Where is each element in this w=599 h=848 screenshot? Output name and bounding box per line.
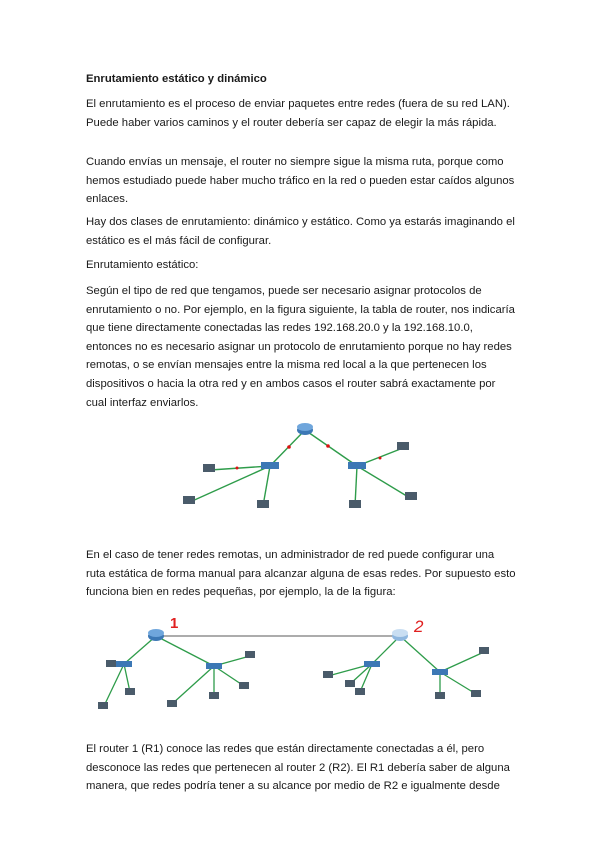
pc-icon [345, 680, 355, 687]
switch-icon [116, 661, 132, 667]
paragraph-6: El router 1 (R1) conoce las redes que están directamente conectadas a él, pero desconoce las redes que pertenecen al router 2 (R2). El R1 debería saber de alguna manera, que redes podría tener a su alcance por medio de R2 e igualmente desde [86, 743, 510, 793]
laptop-icon [479, 647, 489, 654]
switch-icon [348, 462, 366, 469]
pc-icon [349, 500, 361, 508]
router-2-mark: 2 [414, 617, 424, 636]
section-heading-static: Enrutamiento estático: [86, 259, 199, 271]
document-title: Enrutamiento estático y dinámico [86, 73, 267, 85]
laptop-icon [397, 442, 409, 450]
switch-icon [206, 663, 222, 669]
paragraph-3: Hay dos clases de enrutamiento: dinámico y estático. Como ya estarás imaginando el estático es el más fácil de configurar. [86, 216, 515, 247]
pc-icon [355, 688, 365, 695]
pc-icon [405, 492, 417, 500]
pc-icon [183, 496, 195, 504]
router-1-mark: 1 [170, 615, 179, 632]
router-icon [297, 423, 313, 435]
pc-icon [471, 690, 481, 697]
paragraph-4: Según el tipo de red que tengamos, puede ser necesario asignar protocolos de enrutamiento o no. Por ejemplo, en la figura siguiente, la tabla de router, nos indicaría que tiene directamente conectadas las redes 192.168.20.0 y la 192.168.10.0, entonces no es necesario asignar un protocolo de enrutamiento porque no hay redes remotas, o se envían mensajes entre la misma red local a la que pertenecen los dispositivos o hacia la otra red y en ambos casos el router sabrá exactamente por cual interfaz enviarlos. [86, 285, 515, 409]
pc-icon [167, 700, 177, 707]
switch-icon [364, 661, 380, 667]
switch-icon [432, 669, 448, 675]
pc-icon [125, 688, 135, 695]
pc-icon [106, 660, 116, 667]
paragraph-2: Cuando envías un mensaje, el router no siempre sigue la misma ruta, porque como hemos estudiado puede haber mucho tráfico en la red o pueden estar caídos algunos enlaces. [86, 156, 515, 206]
pc-icon [435, 692, 445, 699]
pc-icon [203, 464, 215, 472]
switch-icon [261, 462, 279, 469]
paragraph-5: En el caso de tener redes remotas, un administrador de red puede configurar una ruta estática de forma manual para alcanzar alguna de esas redes. Por supuesto esto funciona bien en redes pequeñas, por ejemplo, la de la figura: [86, 549, 516, 599]
network-diagram-2 [92, 614, 502, 726]
paragraph-1: El enrutamiento es el proceso de enviar paquetes entre redes (fuera de su red LAN). Puede haber varios caminos y el router debería ser capaz de elegir la más rápida. [86, 98, 510, 129]
pc-icon [257, 500, 269, 508]
network-diagram-1 [165, 418, 445, 530]
pc-icon [209, 692, 219, 699]
laptop-icon [245, 651, 255, 658]
pc-icon [323, 671, 333, 678]
pc-icon [98, 702, 108, 709]
pc-icon [239, 682, 249, 689]
router-icon [392, 629, 408, 641]
router-icon [148, 629, 164, 641]
